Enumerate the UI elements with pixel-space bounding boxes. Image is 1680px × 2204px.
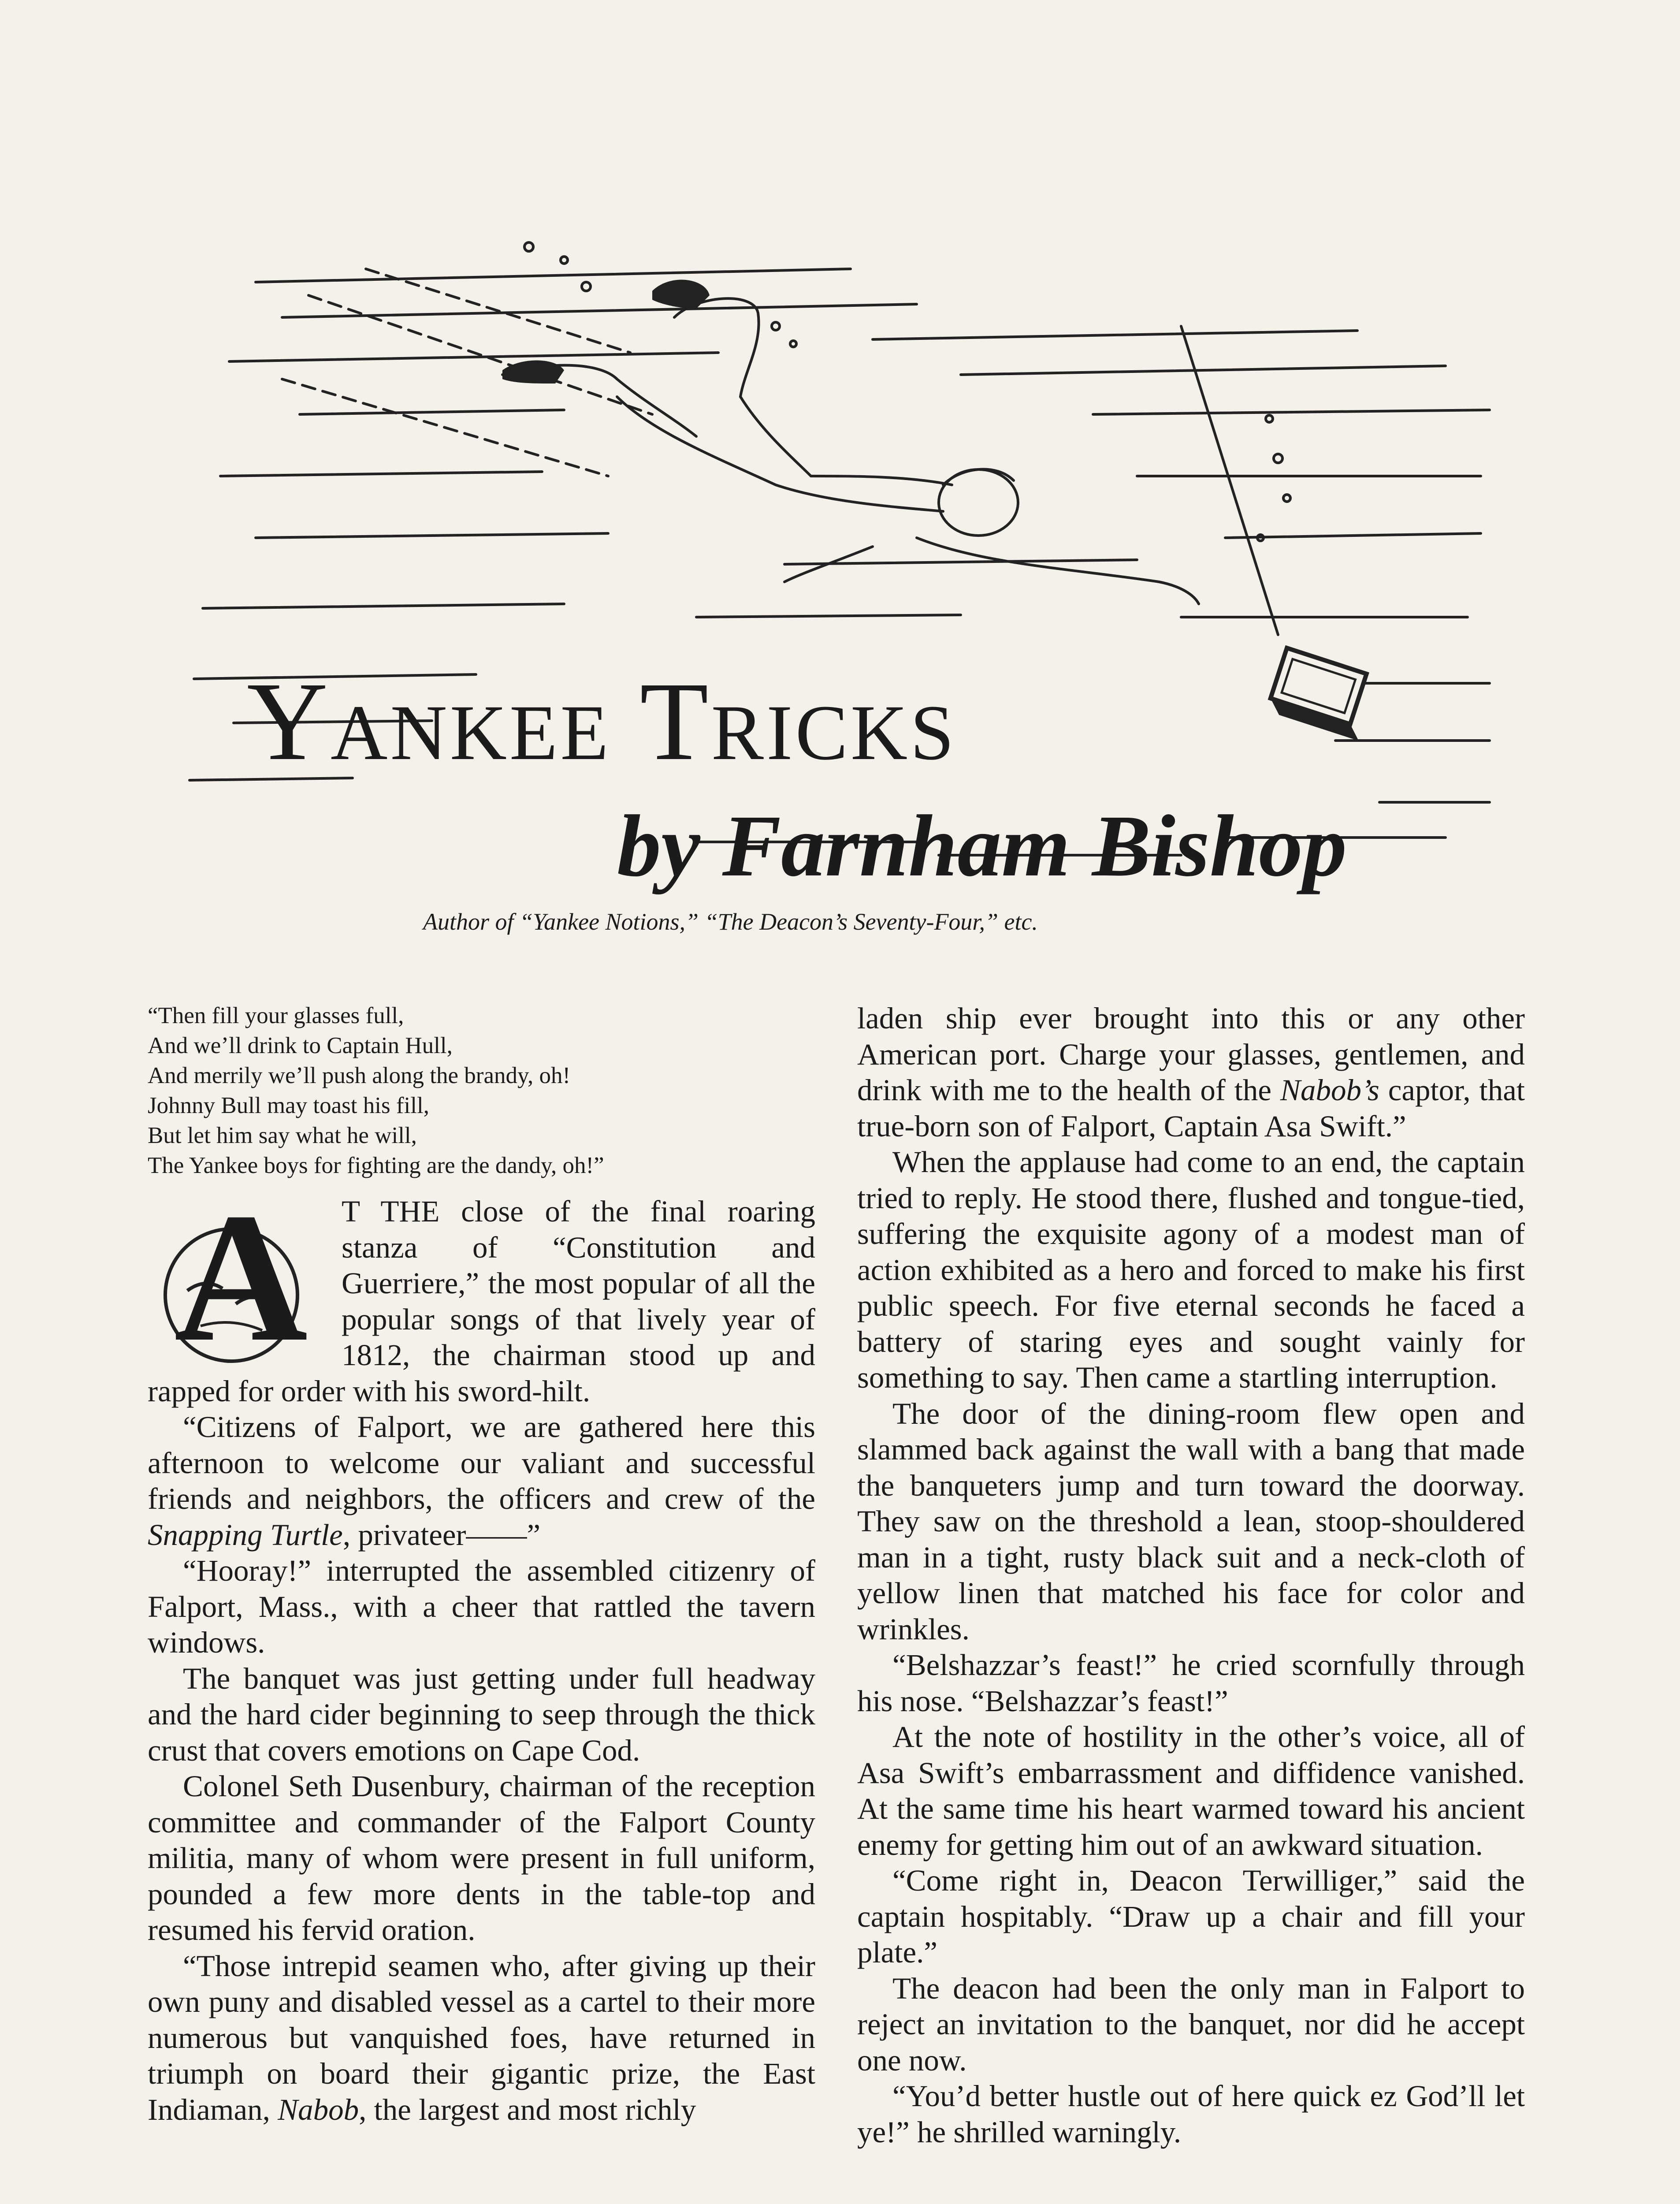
paragraph: “Come right in, Deacon Terwilliger,” said the captain hospitably. “Draw up a chair and fill your plate.” <box>857 1864 1525 1969</box>
ship-name: Snapping Turtle <box>148 1518 343 1552</box>
paragraph <box>148 1948 815 2128</box>
paragraph <box>857 1001 1525 1144</box>
verse-line: And merrily we’ll push along the brandy, oh! <box>148 1063 571 1088</box>
right-column <box>857 1001 1525 2150</box>
ship-name: Nabob’s <box>1280 1073 1379 1107</box>
paragraph-text: , privateer——” <box>342 1518 541 1552</box>
opening-paragraph-block <box>148 1175 815 1409</box>
paragraph <box>148 1409 815 1553</box>
paragraph: The banquet was just getting under full headway and the hard cider beginning to seep through the thick crust that covers emotions on Cape Cod. <box>148 1661 815 1767</box>
epigraph-verse <box>148 1001 815 1180</box>
paragraph-text: “Those intrepid seamen who, after giving up their own puny and disabled vessel as a cartel to their more numerous but vanquished foes, have returned in triumph on board their gigantic prize, the East Indiaman, <box>148 1949 815 2126</box>
paragraph: The deacon had been the only man in Falport to reject an invitation to the banquet, nor did he accept one now. <box>857 1971 1525 2077</box>
paragraph: “Hooray!” interrupted the assembled citizenry of Falport, Mass., with a cheer that rattled the tavern windows. <box>148 1554 815 1659</box>
verse-line: “Then fill your glasses full, <box>148 1003 404 1028</box>
paragraph: T THE close of the final roaring stanza of “Constitution and Guerriere,” the most popular of all the popular songs of that lively year of 1812, the chairman stood up and rapped for order with his sword-hilt. <box>148 1195 815 1408</box>
paragraph: “You’d better hustle out of here quick ez God’ll let ye!” he shrilled warningly. <box>857 2079 1525 2149</box>
paragraph-text: “Citizens of Falport, we are gathered here this afternoon to welcome our valiant and successful friends and neighbors, the officers and crew of the <box>148 1410 815 1515</box>
paragraph: When the applause had come to an end, the captain tried to reply. He stood there, flushed and tongue-tied, suffering the exquisite agony of a modest man of action exhibited as a hero and forced to make his first public speech. For five eternal seconds he faced a battery of staring eyes and sought vainly for something to say. Then came a startling interruption. <box>857 1145 1525 1394</box>
ship-name: Nabob <box>278 2092 359 2126</box>
dropcap <box>148 1175 333 1380</box>
article-title: Yankee Tricks <box>247 659 957 784</box>
dropcap-letter: A <box>174 1175 308 1380</box>
paragraph: The door of the dining-room flew open and slammed back against the wall with a bang that made the banqueters jump and turn toward the doorway. They saw on the threshold a lean, stoop-shouldered man in a tight, rusty black suit and a neck-cloth of yellow linen that matched his face for color and wrinkles. <box>857 1396 1525 1646</box>
book-icon <box>1267 648 1379 741</box>
paragraph: Colonel Seth Dusenbury, chairman of the reception committee and commander of the Falport County militia, many of whom were present in full uniform, pounded a few more dents in the table-top and resumed his fervid oration. <box>148 1769 815 1947</box>
article-byline: by Farnham Bishop <box>617 797 1347 895</box>
article-subtitle: Author of “Yankee Notions,” “The Deacon’s Seventy-Four,” etc. <box>423 908 1038 935</box>
paragraph-text: , the largest and most richly <box>359 2092 696 2126</box>
paragraph-text: captor, that true-born son of Falport, Captain Asa Swift.” <box>857 1073 1525 1143</box>
verse-line: And we’ll drink to Captain Hull, <box>148 1033 453 1058</box>
paragraph: At the note of hostility in the other’s voice, all of Asa Swift’s embarrassment and diffidence vanished. At the same time his heart warmed toward his ancient enemy for getting him out of an awkward situation. <box>857 1720 1525 1861</box>
paragraph: “Belshazzar’s feast!” he cried scornfully through his nose. “Belshazzar’s feast!” <box>857 1648 1525 1718</box>
left-column <box>148 1001 815 2128</box>
verse-line: But let him say what he will, <box>148 1123 417 1148</box>
verse-line: The Yankee boys for fighting are the dandy, oh!” <box>148 1153 604 1178</box>
verse-line: Johnny Bull may toast his fill, <box>148 1093 429 1118</box>
paragraph-text: laden ship ever brought into this or any other American port. Charge your glasses, gentlemen, and drink with me to the health of the <box>857 1001 1525 1107</box>
